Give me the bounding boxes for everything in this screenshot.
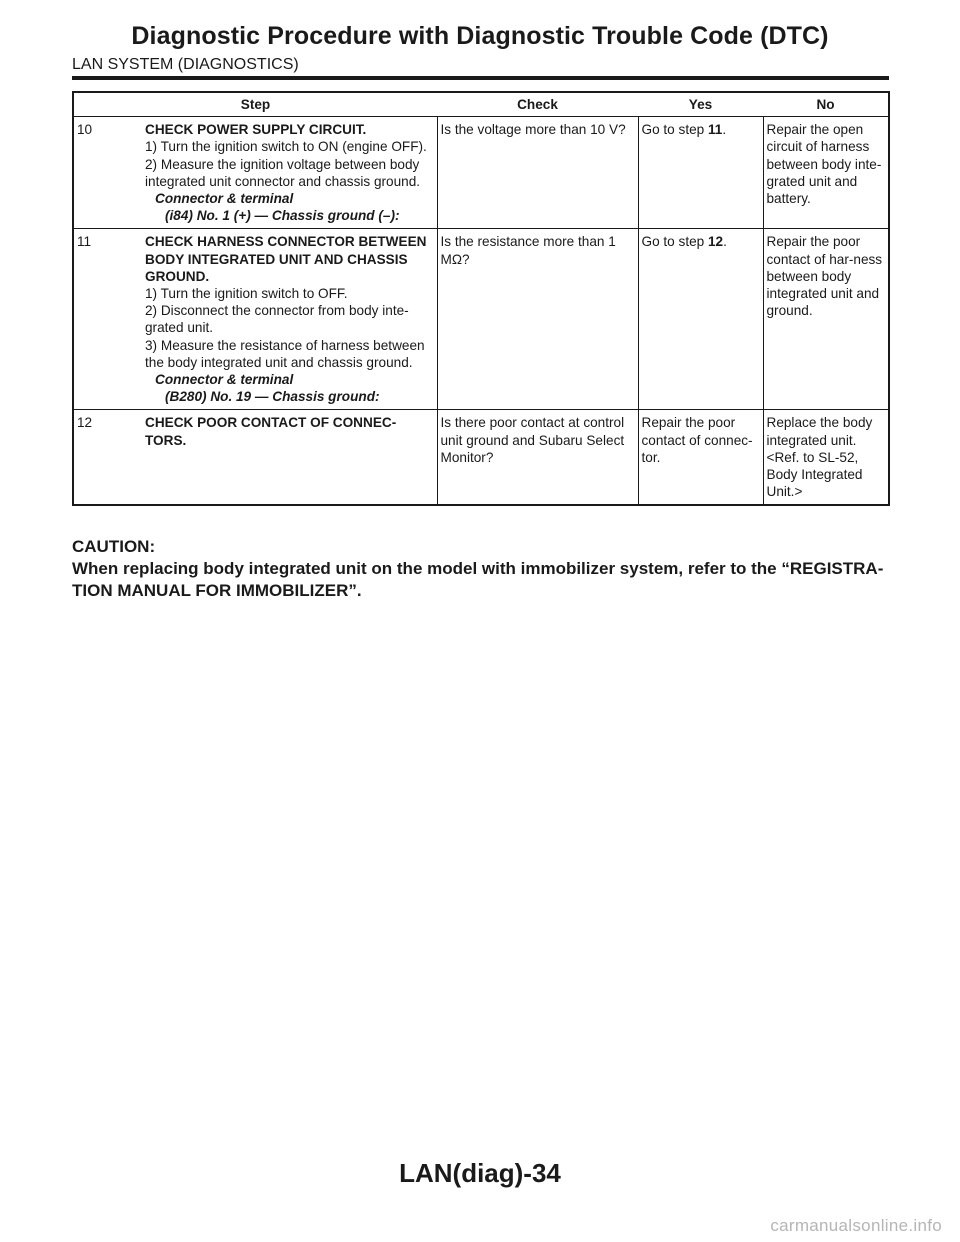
step-heading: CHECK POWER SUPPLY CIRCUIT. <box>145 122 367 138</box>
yes-text: Go to step <box>641 122 708 138</box>
step-cell <box>73 410 437 506</box>
table-row <box>73 117 889 229</box>
check-cell: Is the voltage more than 10 V? <box>437 117 638 229</box>
caution-text: When replacing body integrated unit on the model with immobilizer system, refer to the “REGISTRA-TION MANUAL FOR IMMOBILIZER”. <box>72 559 884 600</box>
column-header-no: No <box>763 92 889 117</box>
step-instruction: 3) Measure the resistance of harness between the body integrated unit and chassis ground. <box>145 337 425 370</box>
section-title: LAN SYSTEM (DIAGNOSTICS) <box>72 56 299 73</box>
step-instruction: 1) Turn the ignition switch to ON (engine OFF). <box>145 139 427 155</box>
diagnostic-procedure-table <box>72 91 890 506</box>
title-divider <box>72 76 889 80</box>
step-instruction: 1) Turn the ignition switch to OFF. <box>145 286 348 302</box>
step-number: 10 <box>77 122 93 138</box>
check-cell: Is there poor contact at control unit ground and Subaru Select Monitor? <box>437 410 638 506</box>
yes-cell <box>638 117 763 229</box>
column-header-yes: Yes <box>638 92 763 117</box>
step-cell <box>73 229 437 410</box>
step-cell <box>73 117 437 229</box>
step-instruction: 2) Disconnect the connector from body inte-grated unit. <box>145 303 409 336</box>
caution-label: CAUTION: <box>72 537 156 556</box>
yes-suffix: . <box>723 234 727 250</box>
yes-cell <box>638 410 763 506</box>
table-row <box>73 229 889 410</box>
page-title: Diagnostic Procedure with Diagnostic Trouble Code (DTC) <box>131 22 829 50</box>
yes-text: Repair the poor contact of connec-tor. <box>641 415 753 465</box>
connector-terminal: (i84) No. 1 (+) — Chassis ground (–): <box>165 208 400 224</box>
no-cell: Repair the open circuit of harness between body inte-grated unit and battery. <box>763 117 889 229</box>
step-number: 11 <box>77 234 92 250</box>
table-row <box>73 410 889 506</box>
caution-note <box>72 536 890 602</box>
column-header-step: Step <box>73 92 437 117</box>
step-heading: CHECK HARNESS CONNECTOR BETWEEN BODY INTEGRATED UNIT AND CHASSIS GROUND. <box>145 234 427 284</box>
yes-suffix: . <box>722 122 727 138</box>
table-header-row <box>73 92 889 117</box>
yes-text: Go to step <box>641 234 708 250</box>
connector-terminal: (B280) No. 19 — Chassis ground: <box>165 389 380 405</box>
no-cell: Repair the poor contact of har-ness between body integrated unit and ground. <box>763 229 889 410</box>
yes-cell <box>638 229 763 410</box>
step-heading: CHECK POOR CONTACT OF CONNEC-TORS. <box>145 415 397 448</box>
yes-step-link[interactable]: 11 <box>708 122 723 138</box>
watermark: carmanualsonline.info <box>770 1216 942 1235</box>
page-number: LAN(diag)-34 <box>399 1158 561 1188</box>
column-header-check: Check <box>437 92 638 117</box>
check-cell: Is the resistance more than 1 MΩ? <box>437 229 638 410</box>
step-instruction: 2) Measure the ignition voltage between body integrated unit connector and chassis ground. <box>145 156 421 189</box>
step-number: 12 <box>77 415 93 431</box>
no-cell: Replace the body integrated unit. <Ref. to SL-52, Body Integrated Unit.> <box>763 410 889 506</box>
connector-label: Connector & terminal <box>155 191 294 207</box>
connector-label: Connector & terminal <box>155 372 294 388</box>
yes-step-link[interactable]: 12 <box>708 234 724 250</box>
